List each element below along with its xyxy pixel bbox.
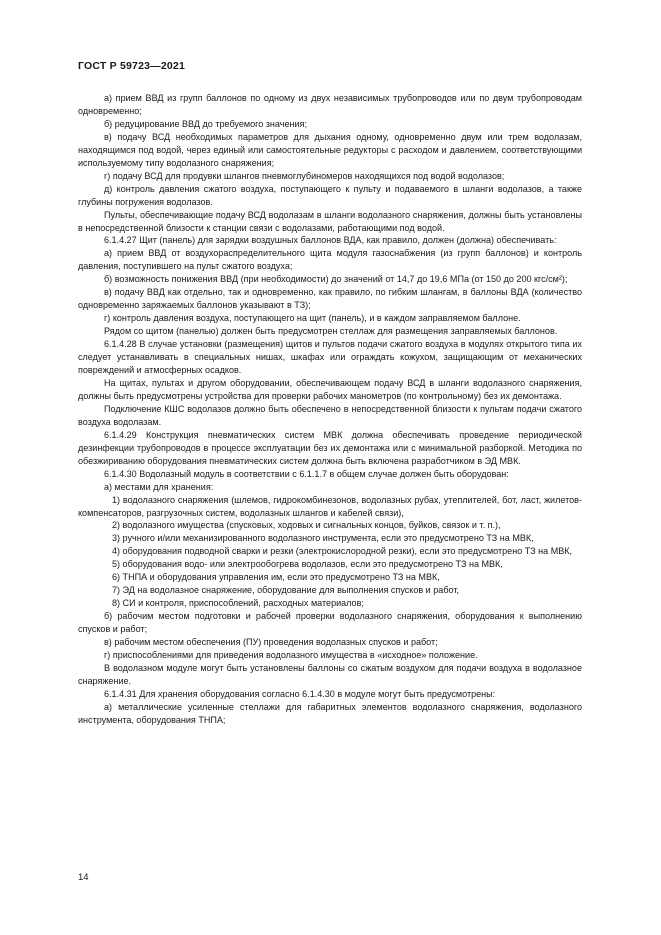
paragraph: 4) оборудования подводной сварки и резки (электрокислородной резки), если это предусмотрено ТЗ на МВК, — [112, 546, 573, 557]
paragraph: На щитах, пультах и другом оборудовании, обеспечивающем подачу ВСД в шланги водолазного снаряжения, должны быть предусмотрены устройства для проверки рабочих манометров (по контрольному) без их демонтажа. — [78, 377, 582, 401]
paragraph: 7) ЭД на водолазное снаряжение, оборудование для выполнения спусков и работ, — [112, 585, 459, 596]
paragraph: 2) водолазного имущества (спусковых, ходовых и сигнальных концов, буйков, связок и т. п.), — [112, 520, 501, 531]
paragraph: 5) оборудования водо- или электрообогрева водолазов, если это предусмотрено ТЗ на МВК, — [112, 559, 503, 570]
paragraph: д) контроль давления сжатого воздуха, поступающего к пульту и подаваемого в шланги водолазов, а также глубины погружения водолазов. — [78, 183, 582, 207]
paragraph: а) прием ВВД из групп баллонов по одному из двух независимых трубопроводов или по двум трубопроводам одновременно; — [78, 93, 582, 116]
paragraph: В водолазном модуле могут быть установлены баллоны со сжатым воздухом для подачи воздуха в водолазное снаряжение. — [78, 662, 582, 686]
paragraph: а) металлические усиленные стеллажи для габаритных элементов водолазного снаряжения, водолазного инструмента, оборудования ТНПА; — [78, 701, 582, 725]
paragraph: Пульты, обеспечивающие подачу ВСД водолазам в шланги водолазного снаряжения, должны быть установлены в непосредственной близости к станции связи с водолазами, работающими под водой. — [78, 209, 582, 233]
paragraph: г) подачу ВСД для продувки шлангов пневмоглубиномеров находящихся под водой водолазов; — [104, 170, 505, 181]
paragraph: 6.1.4.30 Водолазный модуль в соответствии с 6.1.1.7 в общем случае должен быть оборудован: — [104, 468, 509, 479]
paragraph: в) подачу ВВД как отдельно, так и одновременно, как правило, по гибким шлангам, в баллоны ВДА (количество одновременно заряжаемых баллонов указывают в ТЗ); — [78, 287, 582, 311]
document-code-header: ГОСТ Р 59723—2021 — [78, 60, 186, 72]
paragraph: 6.1.4.27 Щит (панель) для зарядки воздушных баллонов ВДА, как правило, должен (должна) обеспечивать: — [104, 235, 557, 246]
paragraph: 3) ручного и/или механизированного водолазного инструмента, если это предусмотрено ТЗ на МВК, — [112, 533, 534, 544]
paragraph: Подключение КШС водолазов должно быть обеспечено в непосредственной близости к пультам подачи сжатого воздуха водолазам. — [78, 403, 582, 427]
paragraph: г) контроль давления воздуха, поступающего на щит (панель), и в каждом заправляемом баллоне. — [104, 313, 521, 324]
paragraph: в) рабочим местом обеспечения (ПУ) проведения водолазных спусков и работ; — [104, 637, 438, 648]
paragraph: 6.1.4.31 Для хранения оборудования согласно 6.1.4.30 в модуле могут быть предусмотрены: — [104, 688, 496, 699]
paragraph: 6.1.4.28 В случае установки (размещения) щитов и пультов подачи сжатого воздуха в модулях открытого типа их следует устанавливать в специальных нишах, шкафах или ограждать кожухом, защищающим от механических повреждений и атмосферных осадков. — [78, 339, 582, 376]
paragraph: а) местами для хранения: — [104, 481, 214, 492]
paragraph: г) приспособлениями для приведения водолазного имущества в «исходное» положение. — [104, 649, 478, 660]
paragraph: б) возможность понижения ВВД (при необходимости) до значений от 14,7 до 19,6 МПа (от 150 до 200 кгс/см²); — [104, 274, 568, 285]
paragraph: а) прием ВВД от воздухораспределительного щита модуля газоснабжения (из групп баллонов) и контроль давления, поступившего на пульт сжатого воздуха; — [78, 248, 582, 272]
paragraph: 1) водолазного снаряжения (шлемов, гидрокомбинезонов, водолазных рубах, утеплителей, бот, ласт, жилетов-компенсаторов, разгрузочных систем, водолазных шлангов и кабелей связи), — [78, 494, 582, 518]
paragraph: 8) СИ и контроля, приспособлений, расходных материалов; — [112, 598, 364, 609]
paragraph: б) редуцирование ВВД до требуемого значения; — [104, 118, 307, 129]
document-body — [78, 92, 582, 727]
page-number: 14 — [78, 872, 89, 883]
paragraph: Рядом со щитом (панелью) должен быть предусмотрен стеллаж для размещения заправляемых баллонов. — [104, 326, 558, 337]
paragraph: 6.1.4.29 Конструкция пневматических систем МВК должна обеспечивать проведение периодической дезинфекции трубопроводов в процессе эксплуатации без их демонтажа или с минимальной разборкой. Методика по обезжириванию оборудования пневматических систем должна быть включена разработчиком в ЭД МВК. — [78, 429, 582, 466]
paragraph: б) рабочим местом подготовки и рабочей проверки водолазного снаряжения, оборудования к выполнению спусков и работ; — [78, 611, 582, 635]
paragraph: 6) ТНПА и оборудования управления им, если это предусмотрено ТЗ на МВК, — [112, 572, 440, 583]
paragraph: в) подачу ВСД необходимых параметров для дыхания одному, одновременно двум или трем водолазам, находящимся под водой, через единый или самостоятельные редукторы с расходом и давлением, соответствующими используемому типу водолазного снаряжения; — [78, 131, 582, 168]
